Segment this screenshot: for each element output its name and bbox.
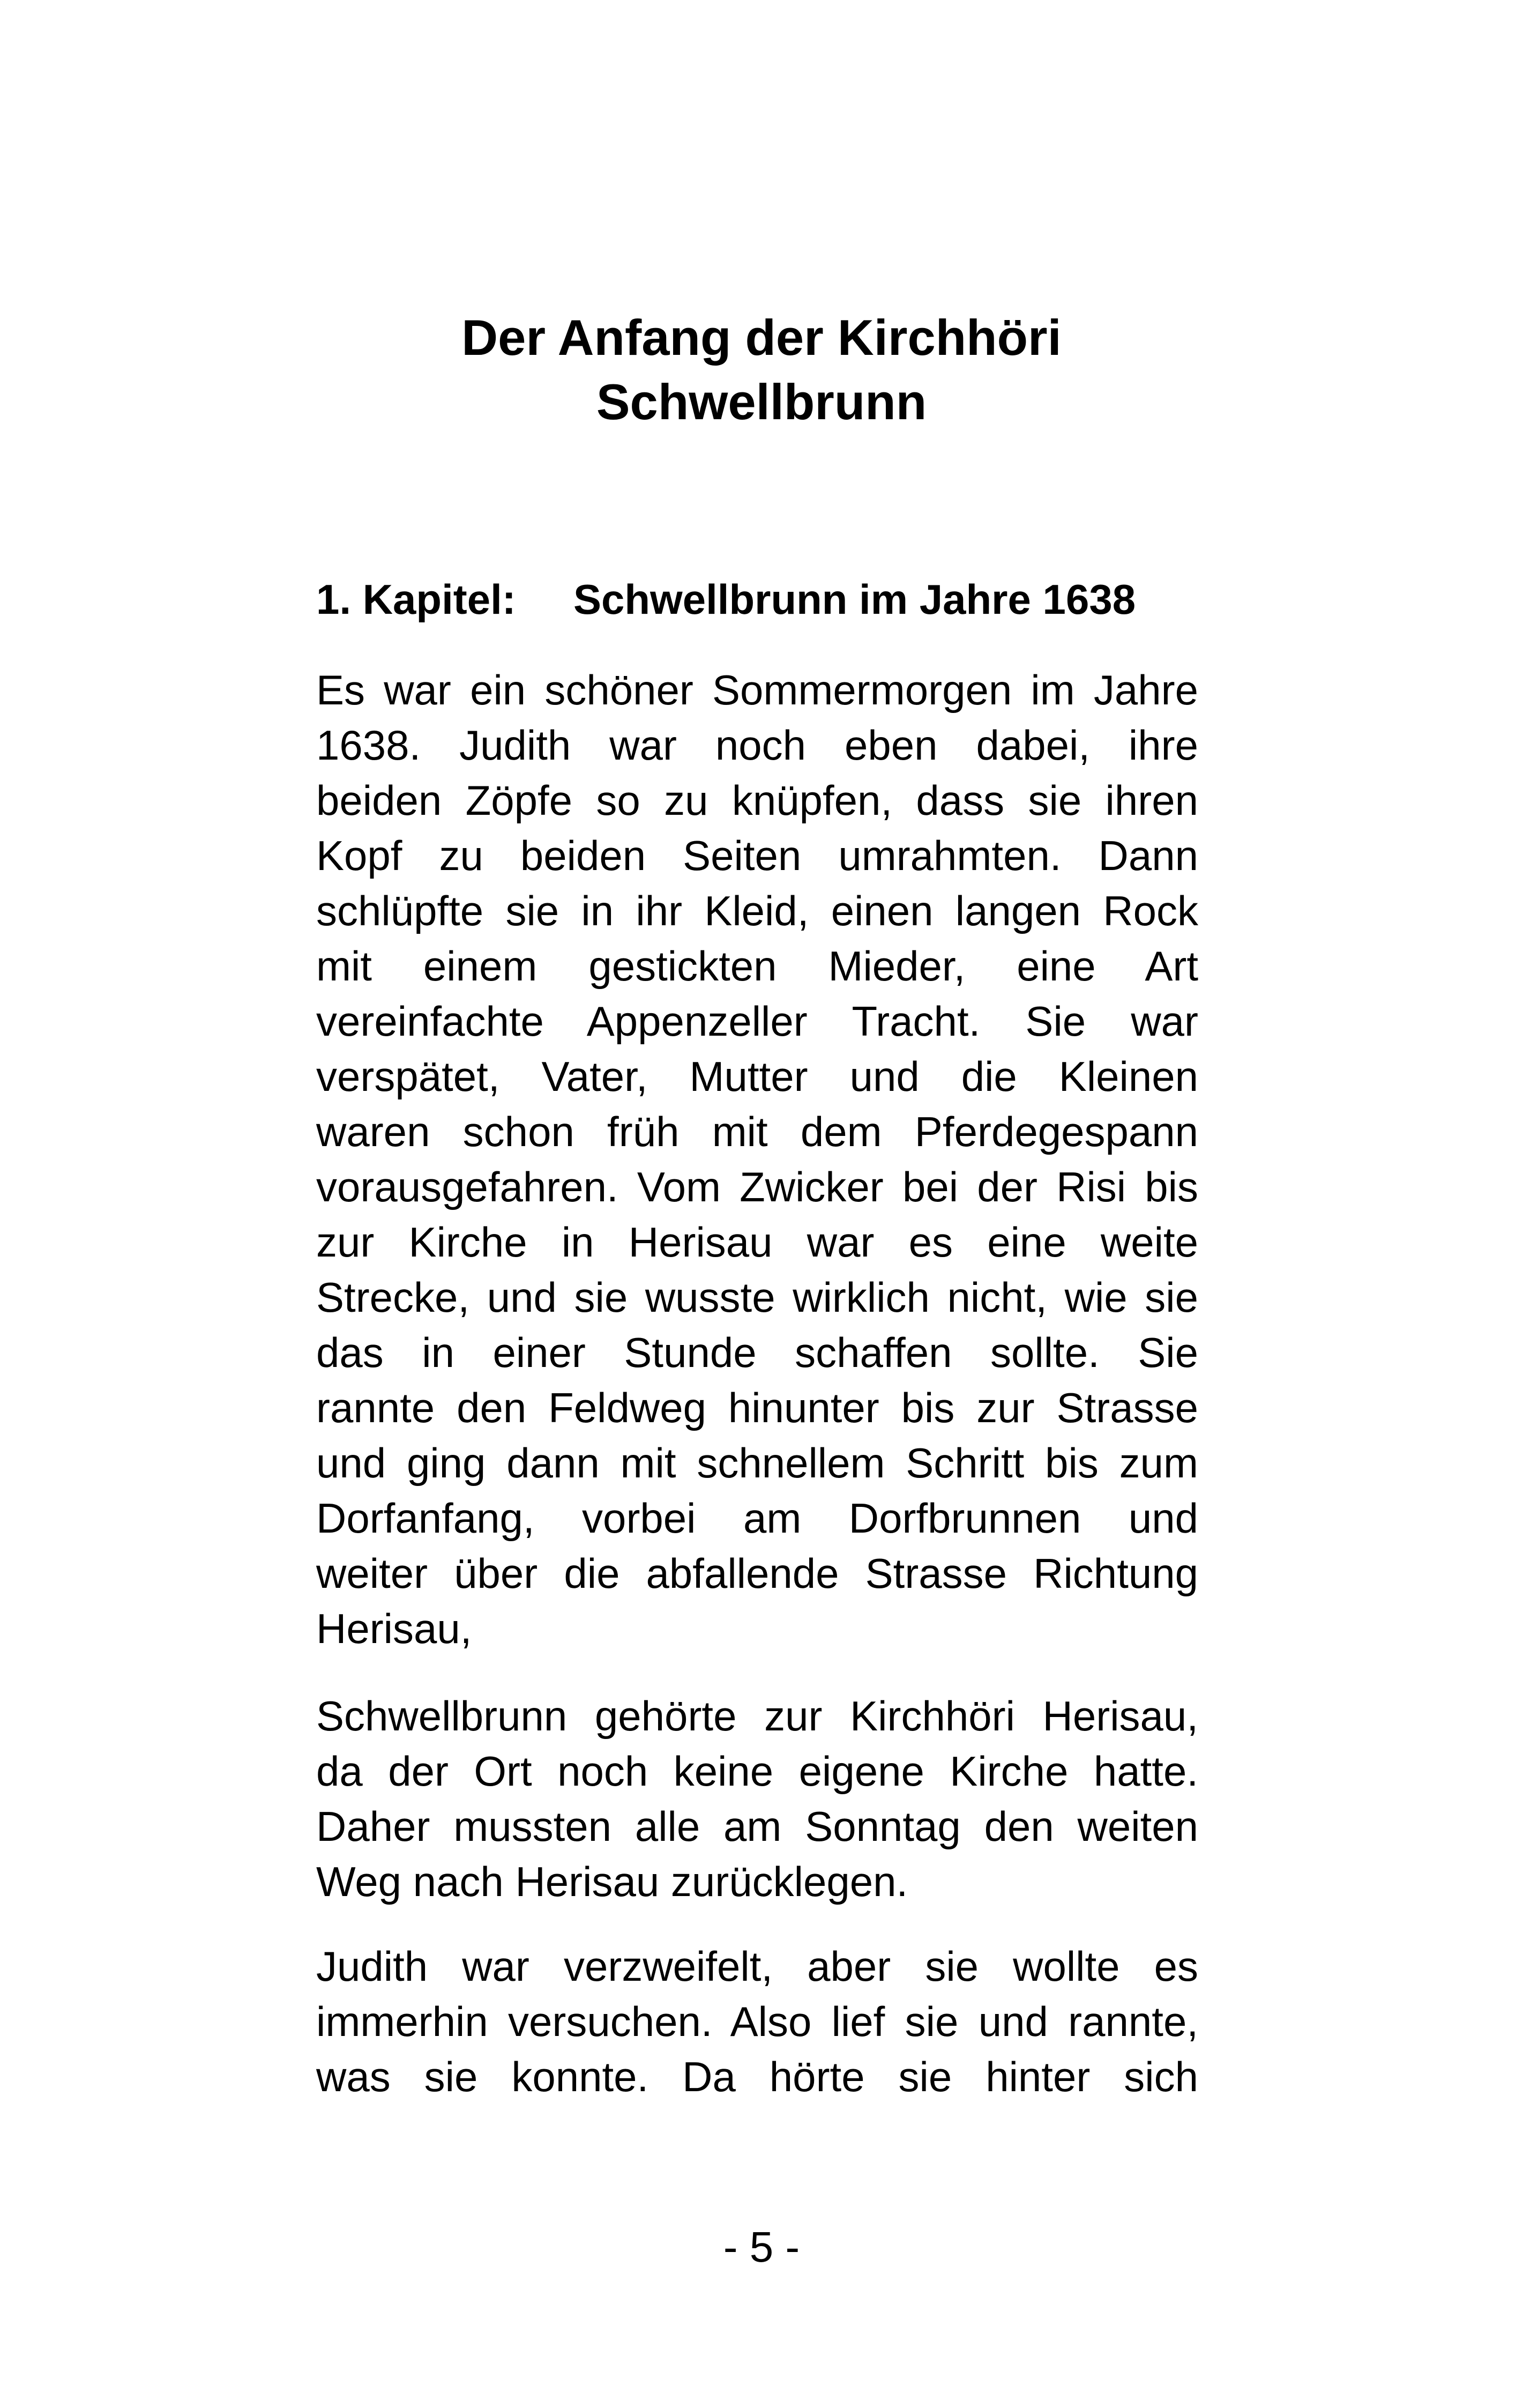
- paragraph-1: [316, 663, 1198, 1656]
- text-line: vereinfachte Appenzeller Tracht. Sie war: [316, 998, 1198, 1045]
- text-line: Daher mussten alle am Sonntag den weiten: [316, 1803, 1198, 1850]
- text-line: vorausgefahren. Vom Zwicker bei der Risi bis: [316, 1163, 1198, 1210]
- text-line: mit einem gestickten Mieder, eine Art: [316, 942, 1198, 990]
- paragraph-3: [316, 1939, 1198, 2105]
- text-line: was sie konnte. Da hörte sie hinter sich: [316, 2053, 1198, 2100]
- text-line: waren schon früh mit dem Pferdegespann: [316, 1108, 1198, 1155]
- text-line: Herisau,: [316, 1605, 472, 1652]
- title-line-2: Schwellbrunn: [596, 374, 927, 430]
- page-number: - 5 -: [723, 2223, 800, 2271]
- text-line: das in einer Stunde schaffen sollte. Sie: [316, 1329, 1198, 1376]
- text-line: beiden Zöpfe so zu knüpfen, dass sie ihren: [316, 777, 1198, 824]
- chapter-title: Schwellbrunn im Jahre 1638: [573, 576, 1136, 623]
- text-line: Strecke, und sie wusste wirklich nicht, wie sie: [316, 1274, 1198, 1321]
- chapter-heading: [316, 573, 1136, 626]
- chapter-number: 1. Kapitel:: [316, 576, 516, 623]
- text-line: Es war ein schöner Sommermorgen im Jahre: [316, 666, 1198, 714]
- text-line: Judith war verzweifelt, aber sie wollte es: [316, 1943, 1198, 1990]
- text-line: Kopf zu beiden Seiten umrahmten. Dann: [316, 832, 1198, 879]
- text-line: und ging dann mit schnellem Schritt bis zum: [316, 1439, 1198, 1487]
- text-line: rannte den Feldweg hinunter bis zur Strasse: [316, 1384, 1198, 1431]
- text-line: 1638. Judith war noch eben dabei, ihre: [316, 722, 1198, 769]
- text-line: Dorfanfang, vorbei am Dorfbrunnen und: [316, 1495, 1198, 1542]
- text-line: Weg nach Herisau zurücklegen.: [316, 1858, 908, 1905]
- text-line: da der Ort noch keine eigene Kirche hatte.: [316, 1748, 1198, 1795]
- page-title: [0, 306, 1523, 434]
- paragraph-2: [316, 1689, 1198, 1909]
- text-line: weiter über die abfallende Strasse Richtung: [316, 1550, 1198, 1597]
- text-line: zur Kirche in Herisau war es eine weite: [316, 1218, 1198, 1266]
- text-line: Schwellbrunn gehörte zur Kirchhöri Herisau,: [316, 1692, 1198, 1740]
- title-line-1: Der Anfang der Kirchhöri: [461, 309, 1062, 366]
- text-line: schlüpfte sie in ihr Kleid, einen langen Rock: [316, 887, 1198, 934]
- text-line: immerhin versuchen. Also lief sie und rannte,: [316, 1998, 1198, 2045]
- text-line: verspätet, Vater, Mutter und die Kleinen: [316, 1053, 1198, 1100]
